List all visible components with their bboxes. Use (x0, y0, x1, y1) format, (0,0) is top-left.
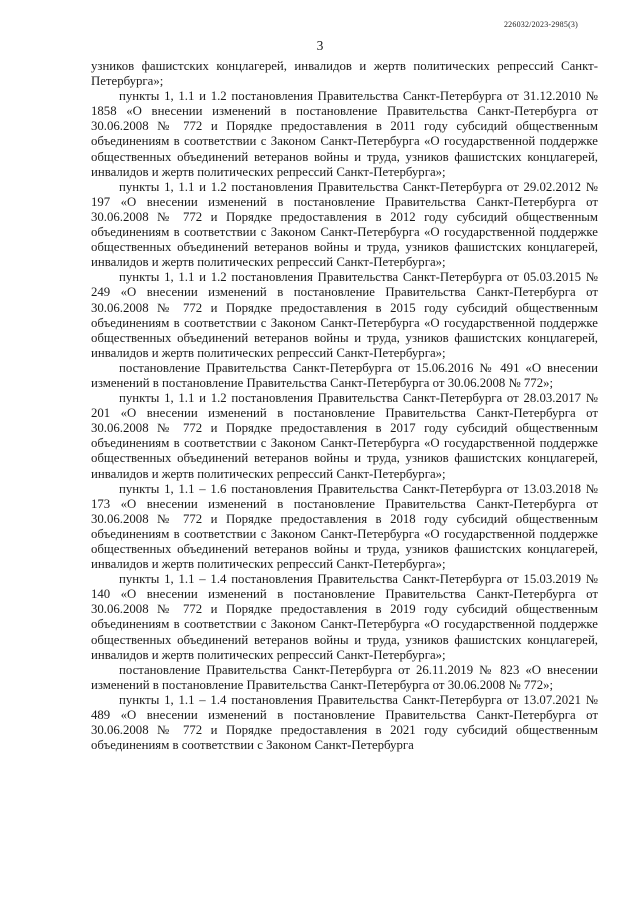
paragraph: пункты 1, 1.1 – 1.4 постановления Правительства Санкт-Петербурга от 13.07.2021 № 489 «О внесении изменений в постановление Правительства Санкт-Петербурга от 30.06.2008 № 772 и Порядке предоставления в 2021 году субсидий общественным объединениям в соответствии с Законом Санкт-Петербурга (91, 692, 598, 753)
paragraph: узников фашистских концлагерей, инвалидов и жертв политических репрессий Санкт-Петербурга»; (91, 59, 598, 89)
paragraph: пункты 1, 1.1 – 1.6 постановления Правительства Санкт-Петербурга от 13.03.2018 № 173 «О внесении изменений в постановление Правительства Санкт-Петербурга от 30.06.2008 № 772 и Порядке предоставления в 2018 году субсидий общественным объединениям в соответствии с Законом Санкт-Петербурга «О государственной поддержке общественных объединений ветеранов войны и труда, узников фашистских концлагерей, инвалидов и жертв политических репрессий Санкт-Петербурга»; (91, 481, 598, 572)
paragraph: пункты 1, 1.1 и 1.2 постановления Правительства Санкт-Петербурга от 05.03.2015 № 249 «О внесении изменений в постановление Правительства Санкт-Петербурга от 30.06.2008 № 772 и Порядке предоставления в 2015 году субсидий общественным объединениям в соответствии с Законом Санкт-Петербурга «О государственной поддержке общественных объединений ветеранов войны и труда, узников фашистских концлагерей, инвалидов и жертв политических репрессий Санкт-Петербурга»; (91, 270, 598, 360)
paragraph: пункты 1, 1.1 и 1.2 постановления Правительства Санкт-Петербурга от 28.03.2017 № 201 «О внесении изменений в постановление Правительства Санкт-Петербурга от 30.06.2008 № 772 и Порядке предоставления в 2017 году субсидий общественным объединениям в соответствии с Законом Санкт-Петербурга «О государственной поддержке общественных объединений ветеранов войны и труда, узников фашистских концлагерей, инвалидов и жертв политических репрессий Санкт-Петербурга»; (91, 391, 598, 481)
paragraph: пункты 1, 1.1 и 1.2 постановления Правительства Санкт-Петербурга от 31.12.2010 № 1858 «О внесении изменений в постановление Правительства Санкт-Петербурга от 30.06.2008 № 772 и Порядке предоставления в 2011 году субсидий общественным объединениям в соответствии с Законом Санкт-Петербурга «О государственной поддержке общественных объединений ветеранов войны и труда, узников фашистских концлагерей, инвалидов и жертв политических репрессий Санкт-Петербурга»; (91, 89, 598, 179)
document-number: 226032/2023-2985(3) (503, 20, 578, 29)
paragraph: пункты 1, 1.1 и 1.2 постановления Правительства Санкт-Петербурга от 29.02.2012 № 197 «О внесении изменений в постановление Правительства Санкт-Петербурга от 30.06.2008 № 772 и Порядке предоставления в 2012 году субсидий общественным объединениям в соответствии с Законом Санкт-Петербурга «О государственной поддержке общественных объединений ветеранов войны и труда, узников фашистских концлагерей, инвалидов и жертв политических репрессий Санкт-Петербурга»; (91, 179, 598, 270)
paragraph: постановление Правительства Санкт-Петербурга от 26.11.2019 № 823 «О внесении изменений в постановление Правительства Санкт-Петербурга от 30.06.2008 № 772»; (91, 662, 598, 692)
paragraph: постановление Правительства Санкт-Петербурга от 15.06.2016 № 491 «О внесении изменений в постановление Правительства Санкт-Петербурга от 30.06.2008 № 772»; (91, 360, 598, 390)
page-number: 3 (316, 38, 324, 53)
document-body (91, 59, 598, 753)
paragraph: пункты 1, 1.1 – 1.4 постановления Правительства Санкт-Петербурга от 15.03.2019 № 140 «О внесении изменений в постановление Правительства Санкт-Петербурга от 30.06.2008 № 772 и Порядке предоставления в 2019 году субсидий общественным объединениям в соответствии с Законом Санкт-Петербурга «О государственной поддержке общественных объединений ветеранов войны и труда, узников фашистских концлагерей, инвалидов и жертв политических репрессий Санкт-Петербурга»; (91, 572, 598, 662)
